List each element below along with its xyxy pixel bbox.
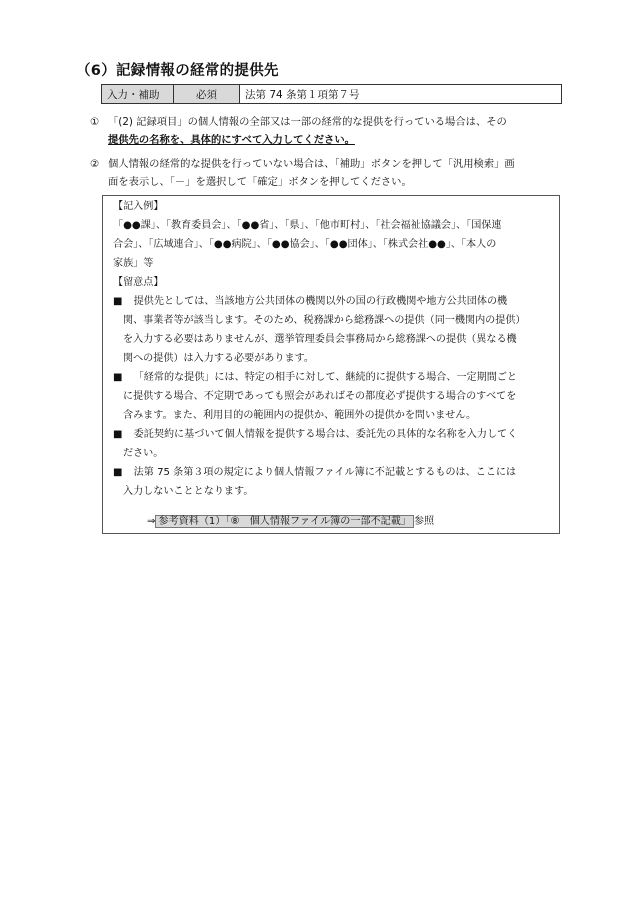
bullet-text: 委託契約に基づいて個人情報を提供する場合は、委託先の具体的な名称を入力してく [133,429,518,440]
instruction-line: 「(2) 記録項目」の個人情報の全部又は一部の経常的な提供を行っている場合は、その [108,116,507,128]
example-line: 家族」等 [113,258,154,269]
section-title: （6）記録情報の経常的提供先 [76,63,279,79]
reference-suffix: 参照 [413,516,435,527]
bullet-line [113,425,517,444]
instruction-line: 個人情報の経常的な提供を行っていない場合は、「補助」ボタンを押して「汎用検索」画 [108,158,515,170]
note-box [102,195,560,534]
bullet-line: 関、事業者等が該当します。そのため、税務課から総務課への提供（同一機関内の提供） [123,315,526,326]
reference-line [147,514,434,530]
bullet-line: 入力しないこととなります。 [123,486,254,497]
bullet-line: 関への提供）は入力する必要があります。 [123,353,314,364]
instruction-line: 面を表示し、「－」を選択して「確定」ボタンを押してください。 [108,176,412,188]
instruction-number: ① [90,116,100,128]
arrow-icon: ⇒ [147,516,156,527]
bullet-line [113,463,516,482]
instruction-line: 提供先の名称を、具体的にすべて入力してください。 [108,134,355,146]
bullet-line: ださい。 [123,448,164,459]
instruction-1 [90,113,560,149]
bullet-line: 含みます。また、利用目的の範囲内の提供か、範囲外の提供かを問いません。 [123,410,477,421]
required-cell: 必須 [174,85,240,103]
bullet-line: に提供する場合、不定期であっても照会があればその都度必ず提供する場合のすべてを [123,391,517,402]
input-type-cell: 入力・補助 [102,85,174,103]
instruction-number: ② [90,158,100,170]
bullet-line [113,292,507,311]
field-attribute-row [101,84,562,104]
bullet-square-icon: ■ [113,429,123,440]
reference-link[interactable]: 参考資料（1）「⑧ 個人情報ファイル簿の一部不記載」 [155,515,413,528]
bullet-square-icon: ■ [113,467,123,478]
example-line: 合会」、「広域連合」、「●●病院」、「●●協会」、「●●団体」、「株式会社●●」、「本人の [113,239,497,250]
caution-heading: 【留意点】 [113,277,164,288]
bullet-line [113,368,517,387]
bullet-text: 法第 75 条第３項の規定により個人情報ファイル簿に不記載とするものは、ここには [133,467,517,478]
bullet-line: を入力する必要はありませんが、選挙管理委員会事務局から総務課への提供（異なる機 [123,334,517,345]
example-heading: 【記入例】 [113,201,164,212]
instruction-2 [90,155,560,191]
bullet-square-icon: ■ [113,296,123,307]
example-line: 「●●課」、「教育委員会」、「●●省」、「県」、「他市町村」、「社会福祉協議会」、「国保連 [113,220,502,231]
bullet-text: 提供先としては、当該地方公共団体の機関以外の国の行政機関や地方公共団体の機 [133,296,508,307]
bullet-text: 「経常的な提供」には、特定の相手に対して、継続的に提供する場合、一定期間ごと [133,372,518,383]
bullet-square-icon: ■ [113,372,123,383]
law-reference-cell: 法第 74 条第１項第７号 [240,85,561,103]
